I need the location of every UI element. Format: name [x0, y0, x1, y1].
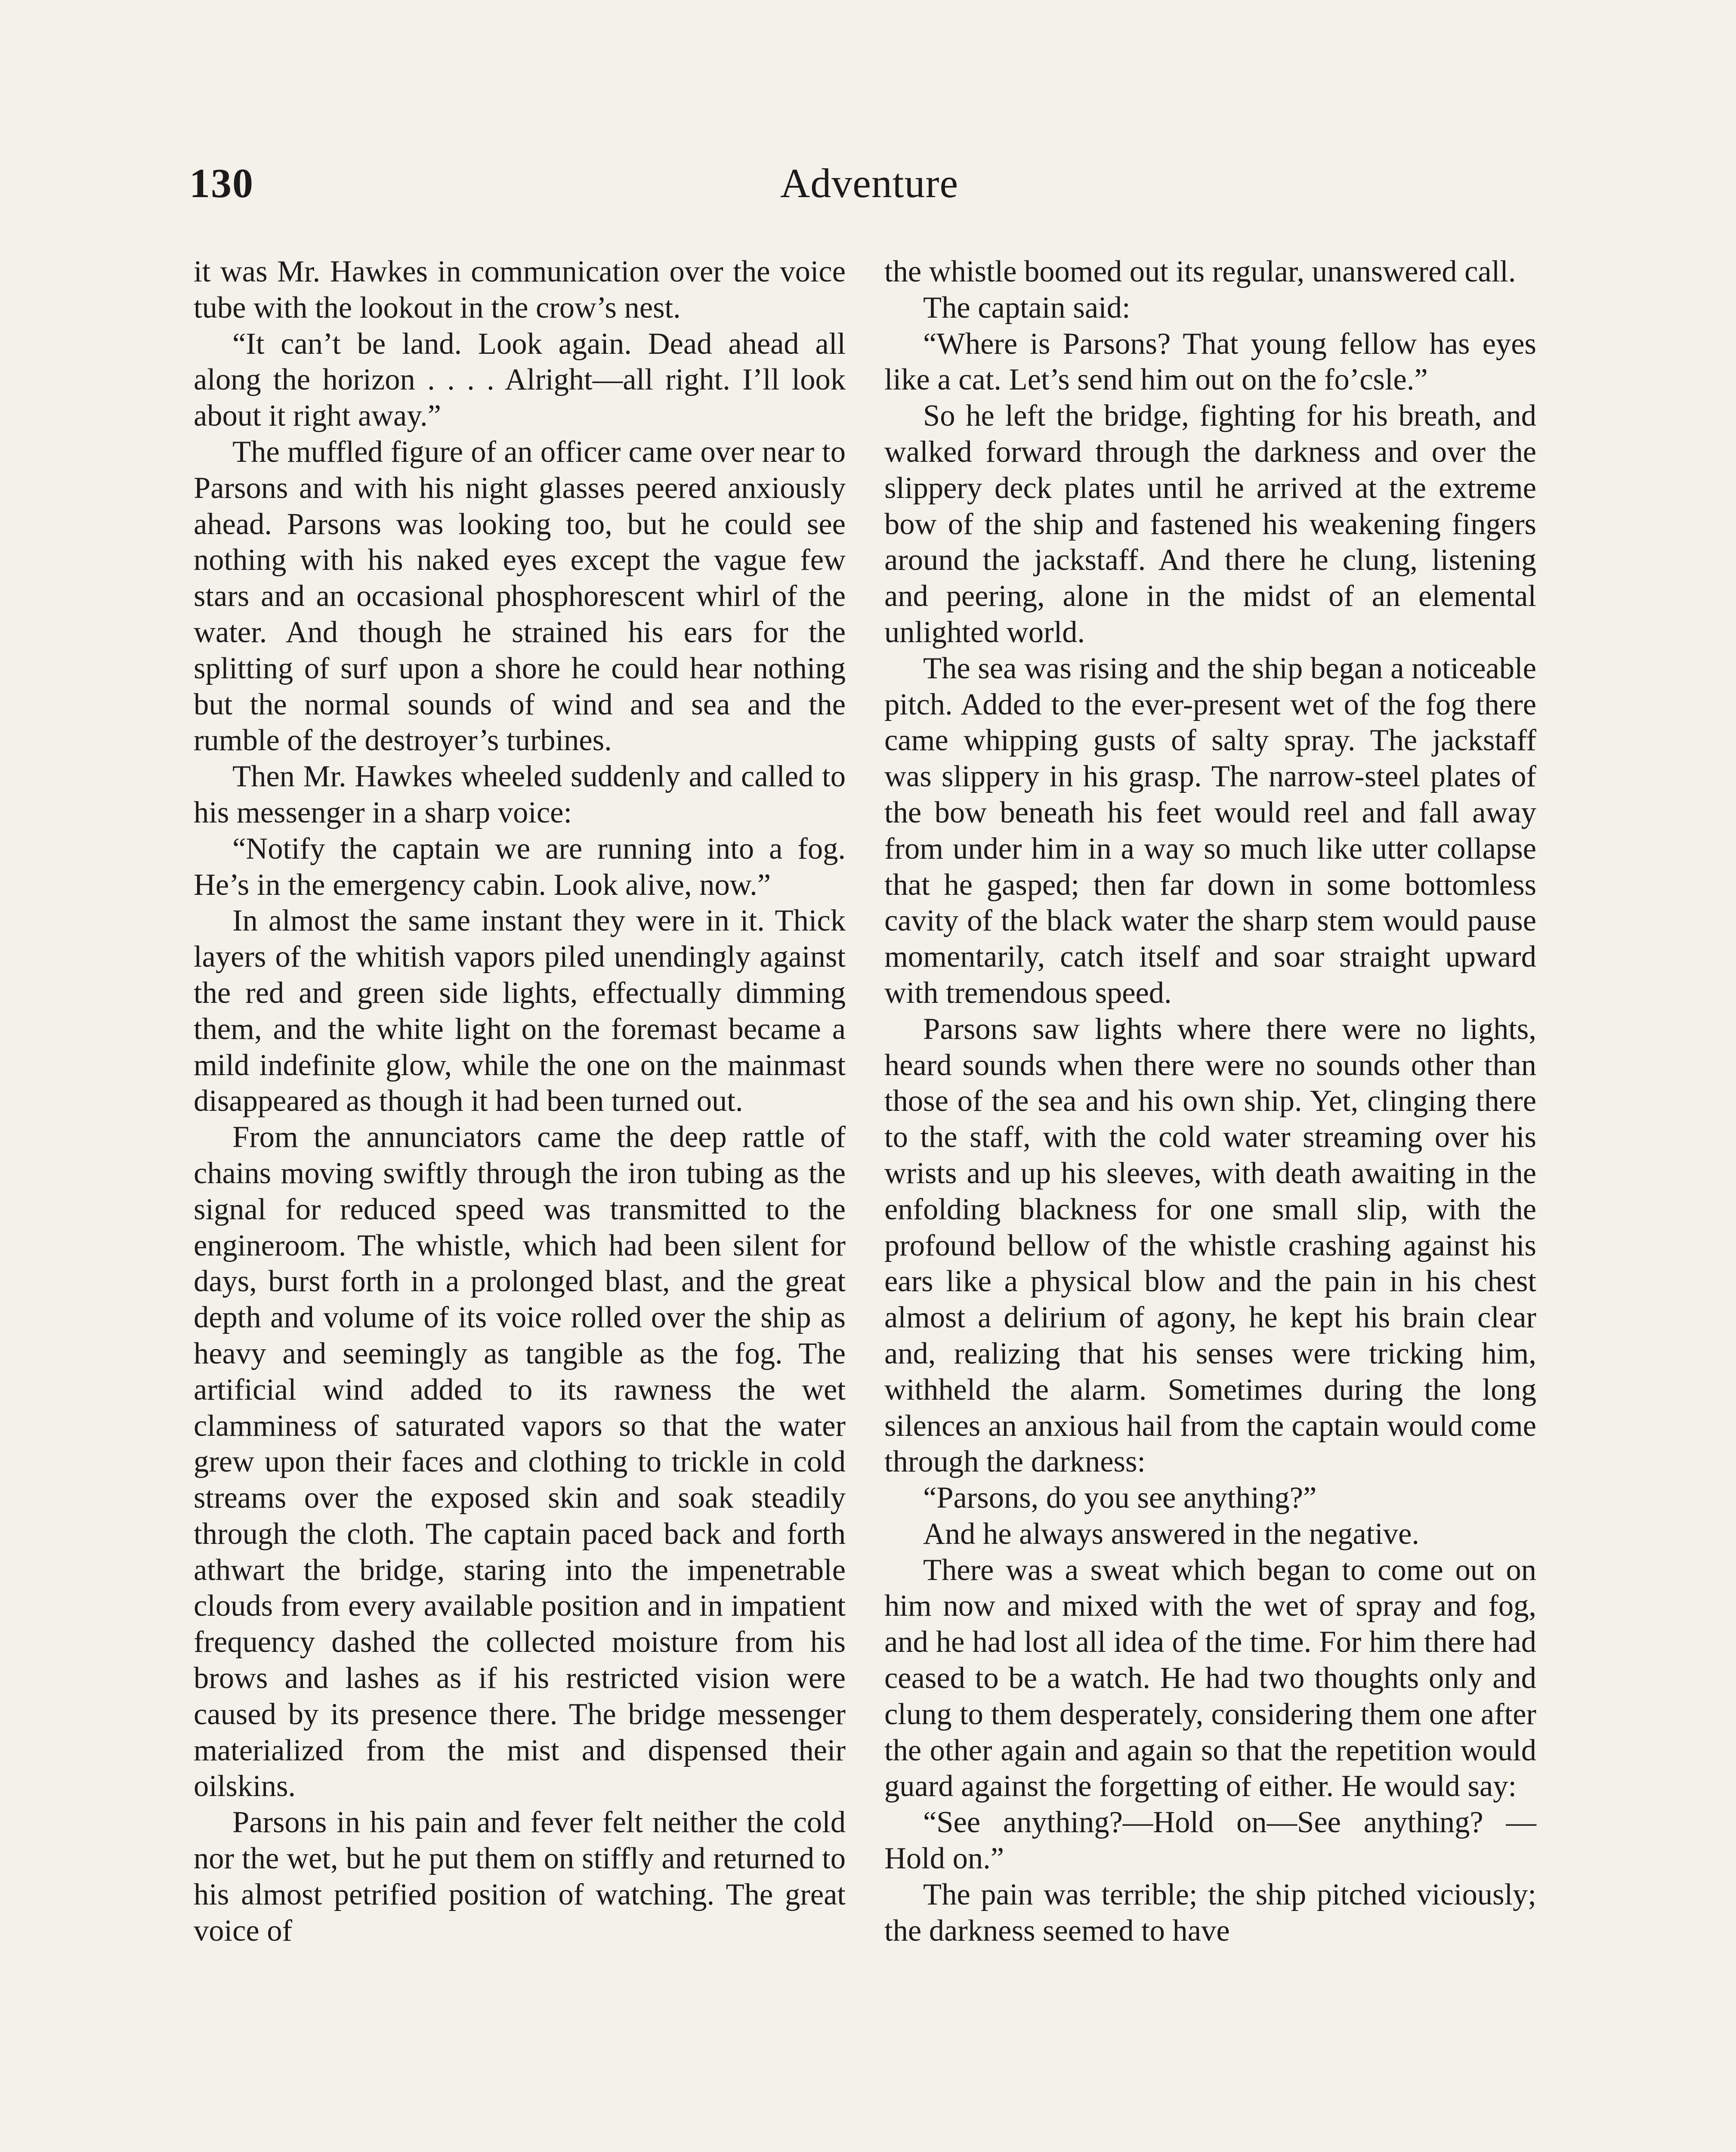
paragraph: There was a sweat which began to come out on him now and mixed with the wet of spray and fog, and he had lost all idea of the time. For him there had ceased to be a watch. He had two thoughts only and clung to them desperately, considering them one after the other again and again so that the repetition would guard against the forgetting of either. He would say:	[884, 1553, 1536, 1803]
page-number: 130	[189, 160, 254, 206]
paragraph: And he always answered in the negative.	[923, 1517, 1420, 1551]
paragraph: “See anything?—Hold on—See anything? —Hold on.”	[884, 1806, 1536, 1876]
paragraph: the whistle boomed out its regular, unanswered call.	[884, 255, 1516, 288]
paragraph: Parsons in his pain and fever felt neither the cold nor the wet, but he put them on stiffly and returned to his almost petrified position of watching. The great voice of	[194, 1806, 846, 1948]
paragraph: “Parsons, do you see anything?”	[923, 1481, 1317, 1515]
paragraph: “It can’t be land. Look again. Dead ahead all along the horizon . . . . Alright—all right. I’ll look about it right away.”	[194, 327, 846, 433]
paragraph: The pain was terrible; the ship pitched viciously; the darkness seemed to have	[884, 1877, 1536, 1948]
paragraph: “Notify the captain we are running into a fog. He’s in the emergency cabin. Look alive, now.”	[194, 832, 846, 902]
paragraph: So he left the bridge, fighting for his breath, and walked forward through the darkness and over the slippery deck plates until he arrived at the extreme bow of the ship and fastened his weakening fingers around the jackstaff. And there he clung, listening and peering, alone in the midst of an elemental unlighted world.	[884, 399, 1536, 649]
page-header	[189, 159, 1549, 220]
paragraph: From the annunciators came the deep rattle of chains moving swiftly through the iron tubing as the signal for reduced speed was transmitted to the engineroom. The whistle, which had been silent for days, burst forth in a prolonged blast, and the great depth and volume of its voice rolled over the ship as heavy and seemingly as tangible as the fog. The artificial wind added to its rawness the wet clamminess of saturated vapors so that the water grew upon their faces and clothing to trickle in cold streams over the exposed skin and soak steadily through the cloth. The captain paced back and forth athwart the bridge, staring into the impenetrable clouds from every available position and in impatient frequency dashed the collected moisture from his brows and lashes as if his restricted vision were caused by its presence there. The bridge messenger materialized from the mist and dispensed their oilskins.	[194, 1120, 846, 1803]
paragraph: it was Mr. Hawkes in communication over the voice tube with the lookout in the crow’s nest.	[194, 255, 846, 325]
paragraph: Then Mr. Hawkes wheeled suddenly and called to his messenger in a sharp voice:	[194, 760, 846, 829]
right-column	[884, 254, 1536, 1949]
paragraph: The sea was rising and the ship began a noticeable pitch. Added to the ever-present wet of the fog there came whipping gusts of salty spray. The jackstaff was slippery in his grasp. The narrow-steel plates of the bow beneath his feet would reel and fall away from under him in a way so much like utter collapse that he gasped; then far down in some bottomless cavity of the black water the sharp stem would pause momentarily, catch itself and soar straight upward with tremendous speed.	[884, 651, 1536, 1010]
paragraph: In almost the same instant they were in it. Thick layers of the whitish vapors piled unendingly against the red and green side lights, effectually dimming them, and the white light on the foremast became a mild indefinite glow, while the one on the mainmast disappeared as though it had been turned out.	[194, 904, 846, 1118]
running-title: Adventure	[780, 160, 959, 206]
paragraph: The muffled figure of an officer came over near to Parsons and with his night glasses peered anxiously ahead. Parsons was looking too, but he could see nothing with his naked eyes except the vague few stars and an occasional phosphorescent whirl of the water. And though he strained his ears for the splitting of surf upon a shore he could hear nothing but the normal sounds of wind and sea and the rumble of the destroyer’s turbines.	[194, 435, 846, 758]
paragraph: The captain said:	[923, 291, 1131, 325]
paragraph: Parsons saw lights where there were no lights, heard sounds when there were no sounds other than those of the sea and his own ship. Yet, clinging there to the staff, with the cold water streaming over his wrists and up his sleeves, with death awaiting in the enfolding blackness for one small slip, with the profound bellow of the whistle crashing against his ears like a physical blow and the pain in his chest almost a delirium of agony, he kept his brain clear and, realizing that his senses were tricking him, withheld the alarm. Sometimes during the long silences an anxious hail from the captain would come through the darkness:	[884, 1012, 1536, 1479]
left-column	[194, 254, 846, 1949]
paragraph: “Where is Parsons? That young fellow has eyes like a cat. Let’s send him out on the fo’csle.”	[884, 327, 1536, 397]
